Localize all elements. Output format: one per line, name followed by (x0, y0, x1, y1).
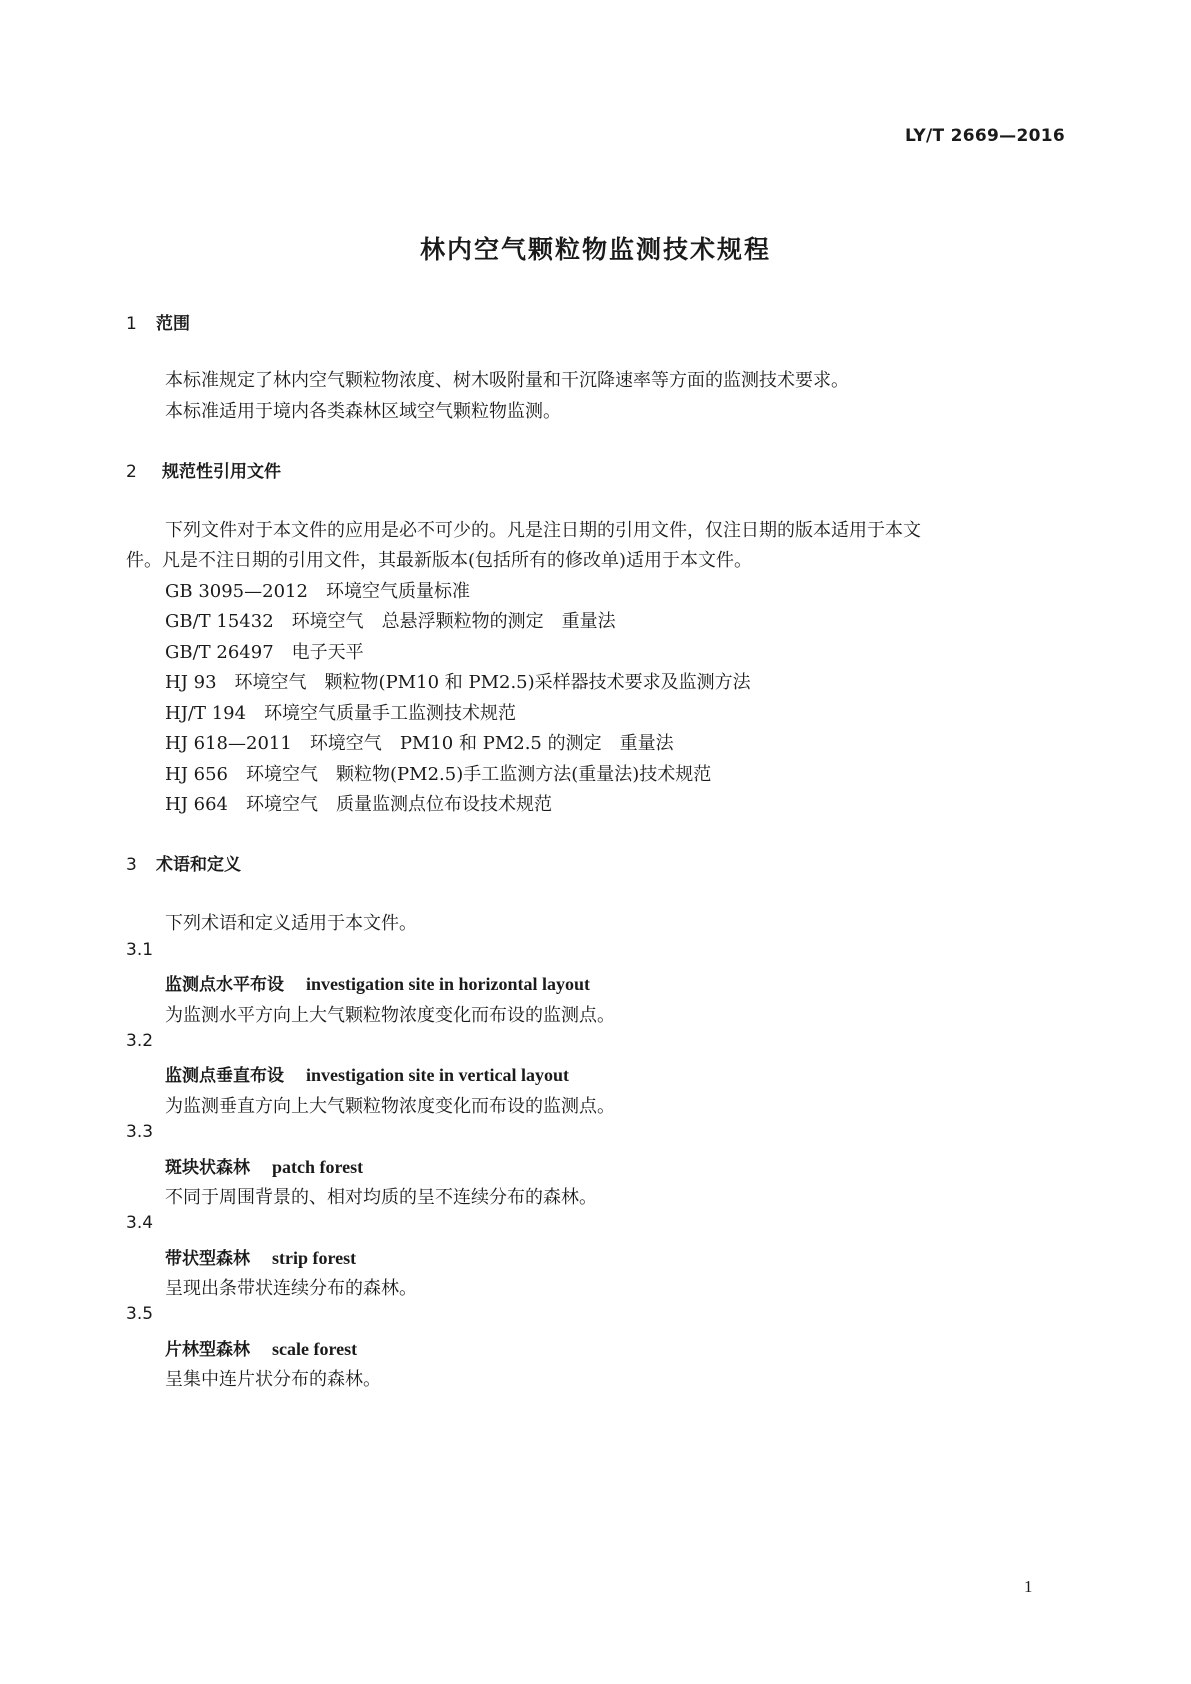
section-2-intro: 下列文件对于本文件的应用是必不可少的。凡是注日期的引用文件，仅注日期的版本适用于本文 (165, 520, 921, 541)
section-1-heading (126, 309, 190, 334)
term-definition: 不同于周围背景的、相对均质的呈不连续分布的森林。 (165, 1187, 597, 1208)
reference-code: GB/T 15432 (165, 611, 274, 632)
term-definition: 为监测垂直方向上大气颗粒物浓度变化而布设的监测点。 (165, 1096, 615, 1117)
reference-item (165, 577, 470, 603)
section-1-paragraph: 本标准适用于境内各类森林区域空气颗粒物监测。 (165, 401, 561, 422)
reference-code: HJ/T 194 (165, 703, 247, 724)
reference-title: 环境空气质量标准 (325, 581, 470, 602)
term-number: 3.5 (126, 1304, 154, 1324)
term-chinese: 带状型森林 (165, 1249, 250, 1269)
reference-code: HJ 664 (165, 794, 228, 815)
reference-item (165, 699, 516, 725)
term-heading (165, 1061, 569, 1086)
section-title: 范围 (156, 314, 190, 334)
reference-title: 电子天平 (291, 642, 364, 663)
document-title: 林内空气颗粒物监测技术规程 (419, 235, 771, 264)
reference-title: 环境空气 (246, 794, 318, 815)
section-3-intro: 下列术语和定义适用于本文件。 (165, 913, 417, 934)
reference-title: 颗粒物(PM10 和 PM2.5)采样器技术要求及监测方法 (324, 672, 751, 693)
section-title: 术语和定义 (156, 855, 241, 875)
term-english: strip forest (272, 1248, 357, 1268)
reference-item (165, 668, 751, 694)
reference-title: 颗粒物(PM2.5)手工监测方法(重量法)技术规范 (336, 764, 712, 785)
term-english: investigation site in vertical layout (306, 1065, 569, 1085)
term-number: 3.4 (126, 1213, 154, 1233)
term-definition: 为监测水平方向上大气颗粒物浓度变化而布设的监测点。 (165, 1005, 615, 1026)
reference-code: HJ 618—2011 (165, 733, 292, 754)
term-english: scale forest (272, 1339, 358, 1359)
reference-title: 总悬浮颗粒物的测定 (381, 611, 544, 632)
section-2-heading (126, 457, 281, 482)
term-heading (165, 1153, 363, 1178)
reference-title: 质量监测点位布设技术规范 (336, 794, 552, 815)
page-number: 1 (1024, 1577, 1033, 1596)
reference-item (165, 729, 674, 755)
term-chinese: 监测点水平布设 (165, 975, 284, 995)
term-number: 3.2 (126, 1031, 154, 1051)
term-heading (165, 1335, 357, 1360)
reference-code: HJ 656 (165, 764, 228, 785)
reference-title: 环境空气质量手工监测技术规范 (264, 703, 517, 724)
standard-code: LY/T 2669—2016 (904, 126, 1065, 146)
term-number: 3.1 (126, 940, 154, 960)
reference-item (165, 760, 711, 786)
reference-title: 重量法 (561, 611, 616, 632)
term-definition: 呈集中连片状分布的森林。 (165, 1369, 381, 1390)
reference-title: PM10 和 PM2.5 的测定 (399, 733, 602, 754)
section-number: 2 (126, 462, 137, 482)
term-chinese: 片林型森林 (165, 1340, 250, 1360)
reference-title: 重量法 (619, 733, 674, 754)
term-definition: 呈现出条带状连续分布的森林。 (165, 1278, 417, 1299)
term-heading (165, 970, 590, 995)
section-3-heading (126, 850, 241, 875)
reference-item (165, 638, 364, 664)
section-title: 规范性引用文件 (162, 462, 281, 482)
section-2-intro: 件。凡是不注日期的引用文件，其最新版本(包括所有的修改单)适用于本文件。 (126, 550, 753, 571)
reference-title: 环境空气 (234, 672, 307, 693)
term-heading (165, 1244, 356, 1269)
section-1-paragraph: 本标准规定了林内空气颗粒物浓度、树木吸附量和干沉降速率等方面的监测技术要求。 (165, 370, 849, 391)
term-english: investigation site in horizontal layout (306, 974, 591, 994)
reference-code: GB 3095—2012 (165, 581, 308, 602)
reference-item (165, 607, 616, 633)
term-chinese: 监测点垂直布设 (165, 1066, 284, 1086)
term-number: 3.3 (126, 1122, 154, 1142)
reference-item (165, 790, 552, 816)
reference-code: GB/T 26497 (165, 642, 274, 663)
reference-title: 环境空气 (246, 764, 318, 785)
section-number: 3 (126, 855, 137, 875)
term-chinese: 斑块状森林 (165, 1158, 250, 1178)
section-number: 1 (126, 314, 137, 334)
reference-code: HJ 93 (165, 672, 217, 693)
reference-title: 环境空气 (291, 611, 364, 632)
reference-title: 环境空气 (309, 733, 382, 754)
term-english: patch forest (272, 1157, 364, 1177)
